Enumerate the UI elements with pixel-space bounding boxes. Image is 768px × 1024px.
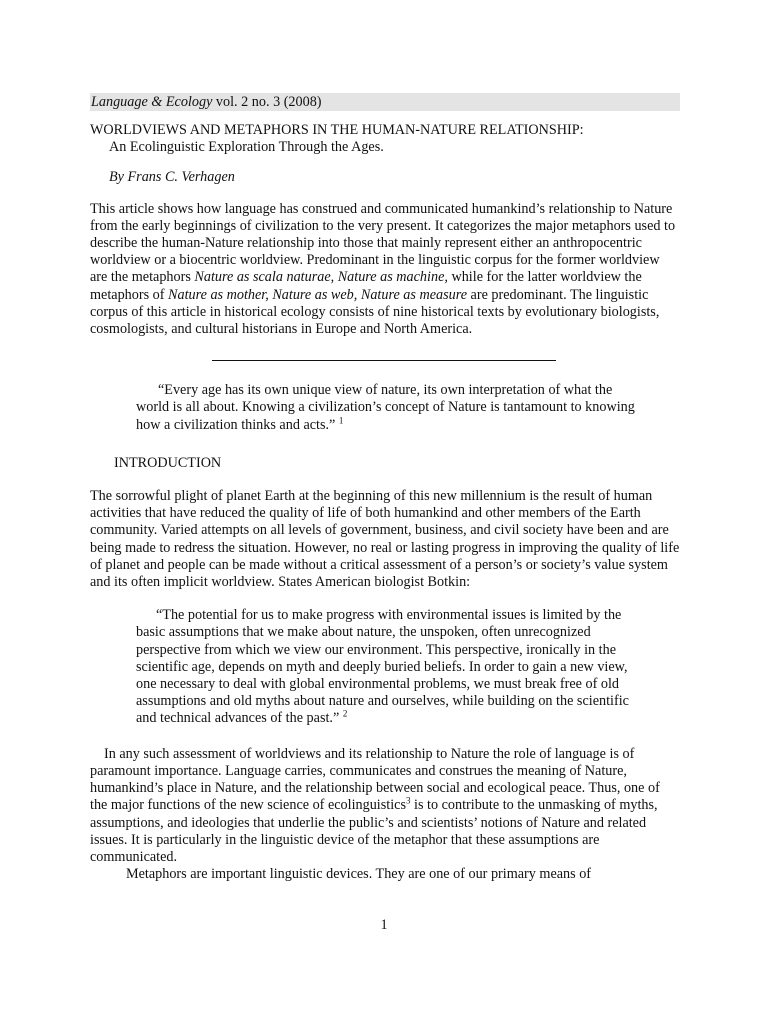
journal-volume: vol. 2 no. 3 (2008) [212, 94, 322, 110]
article-subtitle: An Ecolinguistic Exploration Through the Ages. [109, 139, 384, 156]
article-title: WORLDVIEWS AND METAPHORS IN THE HUMAN-NATURE RELATIONSHIP: [90, 122, 584, 138]
epigraph [136, 382, 646, 434]
footnote-ref-3[interactable]: 3 [405, 795, 411, 806]
abstract-text-3: are predominant. The linguistic corpus of this article in historical ecology consists of nine historical texts by evolutionary biologists, cosmologists, and cultural historians in Europe and North America. [90, 286, 660, 338]
intro-paragraph-2-text-a: In any such assessment of worldviews and its relationship to Nature the role of language is of paramount importance. Language carries, communicates and construes the meaning of Nature, humankind’s place in Nature, and the relationship between social and ecological peace. Thus, one of the major functions of the new science of ecolinguistics [90, 745, 660, 814]
footnote-ref-2[interactable]: 2 [342, 708, 348, 719]
intro-paragraph-2-text-b: is to contribute to the unmasking of myths, assumptions, and ideologies that underlie the public’s and scientists’ notions of Nature and related issues. It is particularly in the linguistic device of the metaphor that these assumptions are communicated. [90, 797, 658, 865]
author-byline: By Frans C. Verhagen [109, 169, 235, 186]
abstract [90, 201, 680, 339]
abstract-text-1: This article shows how language has construed and communicated humankind’s relationship to Nature from the early beginnings of civilization to the very present. It categorizes the major metaphors used to describe the human-Nature relationship into those that mainly represent either an anthropocentric worldview or a biocentric worldview. Predominant in the linguistic corpus for the former worldview are the metaphors [90, 200, 676, 286]
footnote-ref-1[interactable]: 1 [338, 414, 344, 425]
page-number: 1 [380, 917, 388, 933]
journal-header [90, 93, 680, 111]
intro-paragraph-1: The sorrowful plight of planet Earth at the beginning of this new millennium is the result of human activities that have reduced the quality of life of both humankind and other members of the Earth community. Varied attempts on all levels of government, business, and civil society have been and are being made to redress the situation. However, no real or lasting progress in improving the quality of life of planet and people can be made without a critical assessment of a person’s or society’s value system and its often implicit worldview. States American biologist Botkin: [90, 488, 680, 591]
section-heading-introduction: INTRODUCTION [114, 454, 222, 471]
botkin-quote-text: “The potential for us to make progress with environmental issues is limited by the basic assumptions that we make about nature, the unspoken, often unrecognized perspective from which we view our environment. This perspective, ironically in the scientific age, depends on myth and deeply buried beliefs. In order to gain a new view, one necessary to deal with global environmental problems, we must break free of old assumptions and old myths about nature and ourselves, while building on the scientific and technical advances of the past.” [136, 607, 629, 727]
journal-name: Language & Ecology [91, 94, 213, 110]
section-divider [212, 360, 556, 361]
intro-paragraph-2 [90, 746, 680, 866]
abstract-text-2: while for the latter worldview the metaphors of [90, 269, 642, 303]
botkin-quote [136, 607, 636, 727]
intro-paragraph-3: Metaphors are important linguistic devices. They are one of our primary means of [126, 866, 592, 883]
abstract-metaphors-anthropocentric: Nature as scala naturae, Nature as machine, [194, 269, 448, 286]
epigraph-text: “Every age has its own unique view of nature, its own interpretation of what the world is all about. Knowing a civilization’s concept of Nature is tantamount to knowing how a civilization thinks and acts.” [136, 382, 635, 433]
abstract-metaphors-biocentric: Nature as mother, Nature as web, Nature as measure [168, 286, 467, 303]
document-page [90, 93, 680, 883]
